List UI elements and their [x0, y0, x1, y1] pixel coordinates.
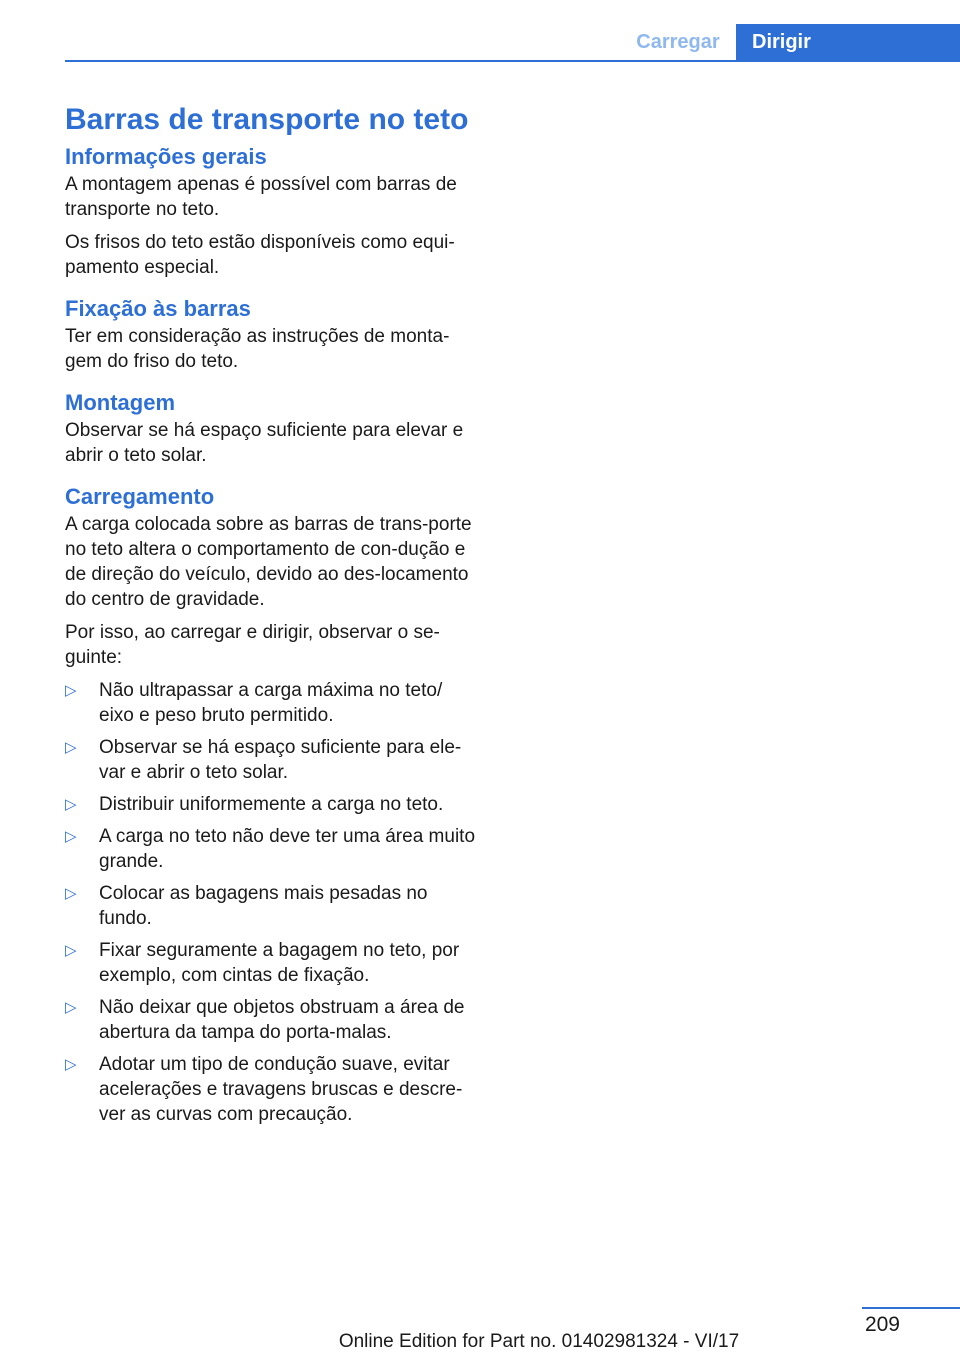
list-item-text: Observar se há espaço suficiente para ele-var e abrir o teto solar.	[99, 737, 462, 783]
triangle-bullet-icon: ▷	[65, 682, 77, 699]
paragraph: A montagem apenas é possível com barras de transporte no teto.	[65, 174, 457, 220]
section-heading: Carregamento	[65, 484, 215, 509]
triangle-bullet-icon: ▷	[65, 796, 77, 813]
section-general	[65, 142, 480, 280]
list-item	[65, 995, 480, 1045]
triangle-bullet-icon: ▷	[65, 999, 77, 1016]
list-item	[65, 792, 480, 817]
triangle-bullet-icon: ▷	[65, 942, 77, 959]
bullet-list	[65, 678, 480, 1127]
section-loading	[65, 482, 480, 1127]
triangle-bullet-icon: ▷	[65, 739, 77, 756]
triangle-bullet-icon: ▷	[65, 1056, 77, 1073]
list-item	[65, 1052, 480, 1127]
list-item-text: Colocar as bagagens mais pesadas no fundo.	[99, 883, 428, 929]
triangle-bullet-icon: ▷	[65, 828, 77, 845]
list-item-text: Distribuir uniformemente a carga no teto.	[99, 794, 444, 815]
section-heading: Montagem	[65, 390, 175, 415]
section-heading: Informações gerais	[65, 144, 267, 169]
paragraph: Os frisos do teto estão disponíveis como equi-pamento especial.	[65, 232, 455, 278]
list-item-text: Não deixar que objetos obstruam a área de abertura da tampa do porta-malas.	[99, 997, 465, 1043]
list-item-text: Fixar seguramente a bagagem no teto, por exemplo, com cintas de fixação.	[99, 940, 460, 986]
paragraph: Ter em consideração as instruções de monta-gem do friso do teto.	[65, 326, 450, 372]
page-title: Barras de transporte no teto	[65, 103, 469, 136]
list-item	[65, 735, 480, 785]
list-item	[65, 678, 480, 728]
list-item	[65, 881, 480, 931]
list-item-text: Não ultrapassar a carga máxima no teto/ eixo e peso bruto permitido.	[99, 680, 443, 726]
paragraph: Por isso, ao carregar e dirigir, observar o se-guinte:	[65, 622, 440, 668]
list-item	[65, 824, 480, 874]
section-mounting	[65, 388, 480, 468]
page-number: 209	[864, 1313, 900, 1336]
page-content	[65, 98, 480, 1141]
list-item-text: A carga no teto não deve ter uma área muito grande.	[99, 826, 476, 872]
list-item-text: Adotar um tipo de condução suave, evitar acelerações e travagens bruscas e descre-ver as curvas com precaução.	[99, 1054, 463, 1125]
section-heading: Fixação às barras	[65, 296, 251, 321]
triangle-bullet-icon: ▷	[65, 885, 77, 902]
page-number-rule	[862, 1307, 960, 1309]
paragraph: A carga colocada sobre as barras de trans-porte no teto altera o comportamento de con-dução e de direção do veículo, devido ao des-locamento do centro de gravidade.	[65, 514, 472, 610]
list-item	[65, 938, 480, 988]
footer-edition: Online Edition for Part no. 01402981324 - VI/17	[338, 1331, 740, 1352]
tab-carregar[interactable]: Carregar	[636, 31, 720, 53]
paragraph: Observar se há espaço suficiente para elevar e abrir o teto solar.	[65, 420, 464, 466]
section-fixing	[65, 294, 480, 374]
tab-dirigir[interactable]: Dirigir	[736, 24, 960, 61]
